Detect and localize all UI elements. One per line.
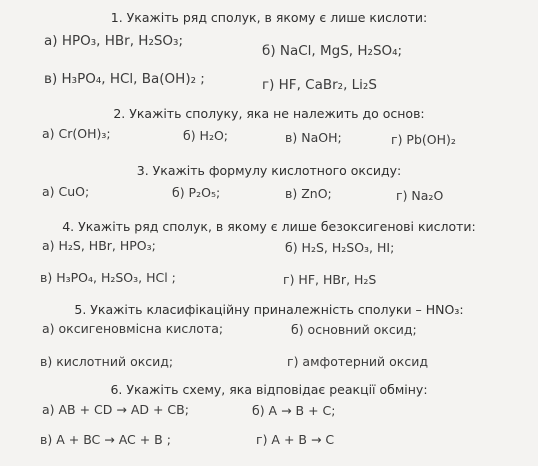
question-6-option-g: г) A + B → C <box>256 432 335 447</box>
question-5-option-v: в) кислотний оксид; <box>40 354 174 369</box>
question-5-prompt: 5. Укажіть класифікаційну приналежність сполуки – HNO₃: <box>74 302 464 317</box>
question-1-option-v: в) H₃PO₄, HCl, Ba(OH)₂ ; <box>44 71 205 87</box>
question-4-option-g: г) HF, HBr, H₂S <box>283 272 377 287</box>
question-2-option-b: б) H₂O; <box>183 128 229 143</box>
question-3-option-b: б) P₂O₅; <box>172 185 221 200</box>
question-4-option-v: в) H₃PO₄, H₂SO₃, HCl ; <box>40 270 176 285</box>
question-3-prompt: 3. Укажіть формулу кислотного оксиду: <box>136 163 402 178</box>
question-6-option-v: в) A + BC → AC + B ; <box>40 432 171 447</box>
question-3-option-g: г) Na₂O <box>396 188 444 203</box>
question-4-option-a: а) H₂S, HBr, HPO₃; <box>42 238 156 253</box>
question-6-prompt: 6. Укажіть схему, яка відповідає реакції обміну: <box>110 382 428 397</box>
question-5-option-b: б) основний оксид; <box>291 322 417 337</box>
question-5-option-a: а) оксигеновмісна кислота; <box>42 321 224 336</box>
question-3-option-a: а) CuO; <box>42 184 90 199</box>
question-2-option-v: в) NaOH; <box>285 130 342 145</box>
question-4-prompt: 4. Укажіть ряд сполук, в якому є лише безоксигенові кислоти: <box>62 219 476 234</box>
question-2-option-a: а) Cr(OH)₃; <box>42 126 111 141</box>
question-4-option-b: б) H₂S, H₂SO₃, HI; <box>285 240 395 255</box>
question-1-prompt: 1. Укажіть ряд сполук, в якому є лише кислоти: <box>110 10 428 25</box>
question-3-option-v: в) ZnO; <box>285 186 332 201</box>
question-1-option-g: г) HF, CaBr₂, Li₂S <box>262 77 377 93</box>
question-2-prompt: 2. Укажіть сполуку, яка не належить до основ: <box>113 106 425 121</box>
question-6-option-b: б) A → B + C; <box>252 403 336 418</box>
question-5-option-g: г) амфотерний оксид <box>287 354 428 369</box>
question-2-option-g: г) Pb(OH)₂ <box>391 132 456 147</box>
question-6-option-a: а) AB + CD → AD + CB; <box>42 402 189 417</box>
question-1-option-a: а) HPO₃, HBr, H₂SO₃; <box>44 33 184 49</box>
question-1-option-b: б) NaCl, MgS, H₂SO₄; <box>262 43 403 59</box>
